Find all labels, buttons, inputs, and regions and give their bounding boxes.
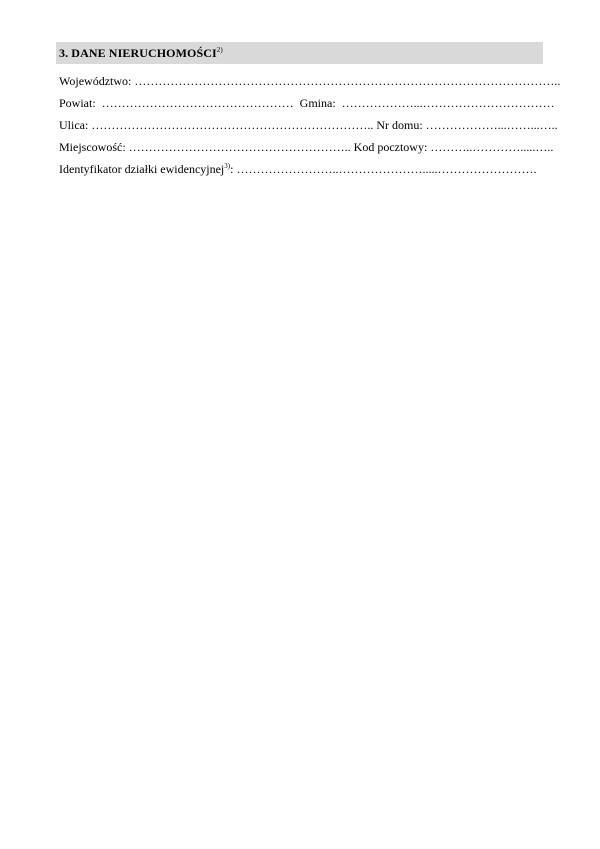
field-row-wojewodztwo bbox=[59, 70, 561, 92]
identyfikator-label: Identyfikator działki ewidencyjnej bbox=[59, 162, 225, 176]
ulica-label: Ulica: bbox=[59, 118, 89, 132]
identyfikator-colon: : bbox=[230, 162, 234, 176]
document-page bbox=[56, 42, 561, 180]
field-row-miejscowosc-kod bbox=[59, 136, 554, 158]
field-row-powiat-gmina bbox=[59, 92, 555, 114]
kod-pocztowy-field[interactable]: ………..………….....….. bbox=[430, 140, 554, 154]
kod-pocztowy-label: Kod pocztowy: bbox=[353, 140, 428, 154]
identyfikator-field[interactable]: ……………………..………………….....……………………. bbox=[236, 162, 537, 176]
section-title: 3. DANE NIERUCHOMOŚCI bbox=[59, 46, 217, 60]
identyfikator-footnote-ref: 3) bbox=[224, 162, 231, 170]
nr-domu-field[interactable]: ………………...……...….. bbox=[425, 118, 558, 132]
nr-domu-label: Nr domu: bbox=[376, 118, 423, 132]
powiat-field[interactable]: ………………………………………… bbox=[101, 96, 294, 110]
section-footnote-ref: 2) bbox=[216, 46, 223, 54]
section-header bbox=[56, 42, 543, 64]
wojewodztwo-field[interactable]: …………………………………………………………………………………………….. bbox=[134, 74, 561, 88]
gmina-field[interactable]: ………………...…………………………… bbox=[341, 96, 555, 110]
miejscowosc-field[interactable]: ……………………………………………….. bbox=[128, 140, 351, 154]
field-row-ulica-nr-domu bbox=[59, 114, 558, 136]
wojewodztwo-label: Województwo: bbox=[59, 74, 132, 88]
miejscowosc-label: Miejscowość: bbox=[59, 140, 126, 154]
ulica-field[interactable]: …………………………………………………………….. bbox=[91, 118, 374, 132]
field-row-identyfikator bbox=[59, 158, 543, 180]
powiat-label: Powiat: bbox=[59, 96, 96, 110]
property-fields bbox=[56, 70, 561, 180]
gmina-label: Gmina: bbox=[299, 96, 336, 110]
